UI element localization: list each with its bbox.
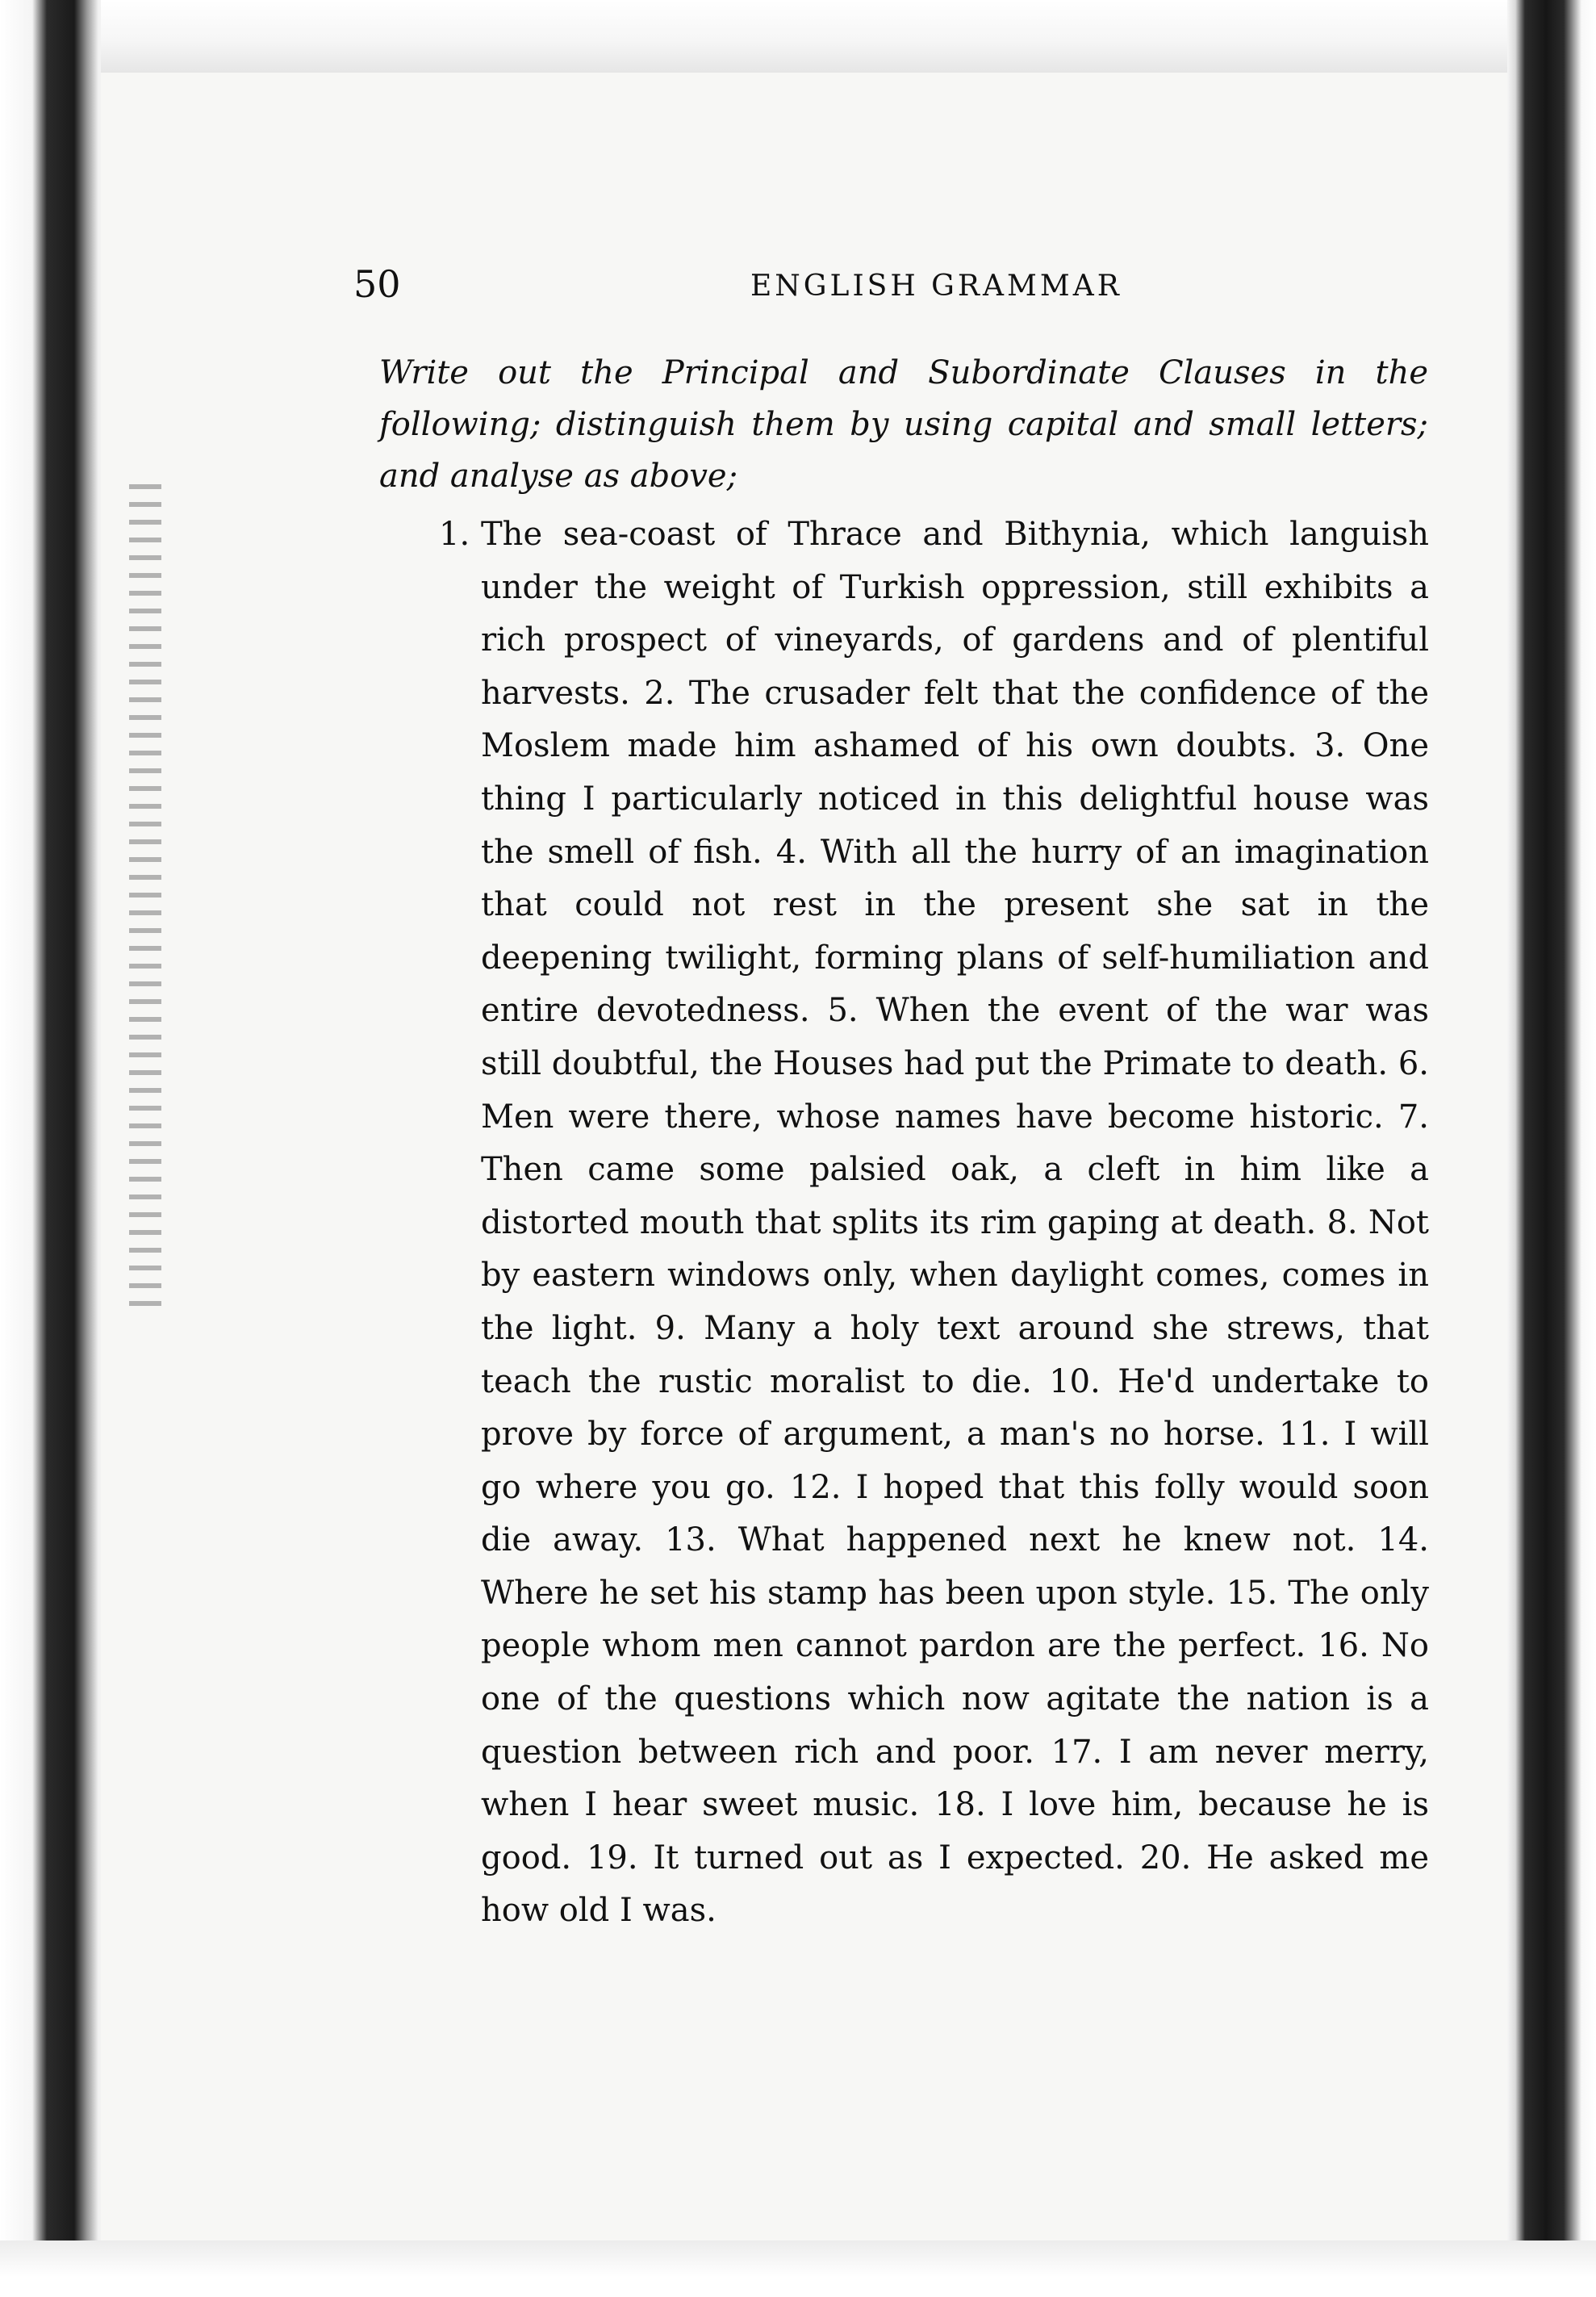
scan-bottom-edge bbox=[0, 2241, 1596, 2297]
running-title: ENGLISH GRAMMAR bbox=[750, 270, 1122, 303]
exercise-lead-number: 1. bbox=[439, 516, 470, 553]
exercise-sentences bbox=[439, 508, 1429, 1938]
scan-right-edge bbox=[1507, 0, 1596, 2297]
exercise-instructions: Write out the Principal and Subordinate Clauses in the following; distinguish them by using capital and small letters; and analyse as above; bbox=[379, 354, 1428, 495]
page-number: 50 bbox=[353, 262, 401, 306]
exercise-text: The sea-coast of Thrace and Bithynia, which languish under the weight of Turkish oppression, still exhibits a rich prospect of vineyards, of gardens and of plentiful harvests. 2. The crusader felt that the confidence of the Moslem made him ashamed of his own doubts. 3. One thing I particularly noticed in this delightful house was the smell of fish. 4. With all the hurry of an imagination that could not rest in the present she sat in the deepening twilight, forming plans of self-humiliation and entire devotedness. 5. When the event of the war was still doubtful, the Houses had put the Primate to death. 6. Men were there, whose names have become historic. 7. Then came some palsied oak, a cleft in him like a distorted mouth that splits its rim gaping at death. 8. Not by eastern windows only, when daylight comes, comes in the light. 9. Many a holy text around she strews, that teach the rustic moralist to die. 10. He'd undertake to prove by force of argument, a man's no horse. 11. I will go where you go. 12. I hoped that this folly would soon die away. 13. What happened next he knew not. 14. Where he set his stamp has been upon style. 15. The only people whom men cannot pardon are the perfect. 16. No one of the questions which now agitate the nation is a question between rich and poor. 17. I am never merry, when I hear sweet music. 18. I love him, because he is good. 19. It turned out as I expected. 20. He asked me how old I was. bbox=[481, 516, 1429, 1930]
margin-scan-marks bbox=[129, 484, 161, 1307]
scan-left-binding bbox=[0, 0, 101, 2297]
scan-top-edge bbox=[0, 0, 1596, 73]
